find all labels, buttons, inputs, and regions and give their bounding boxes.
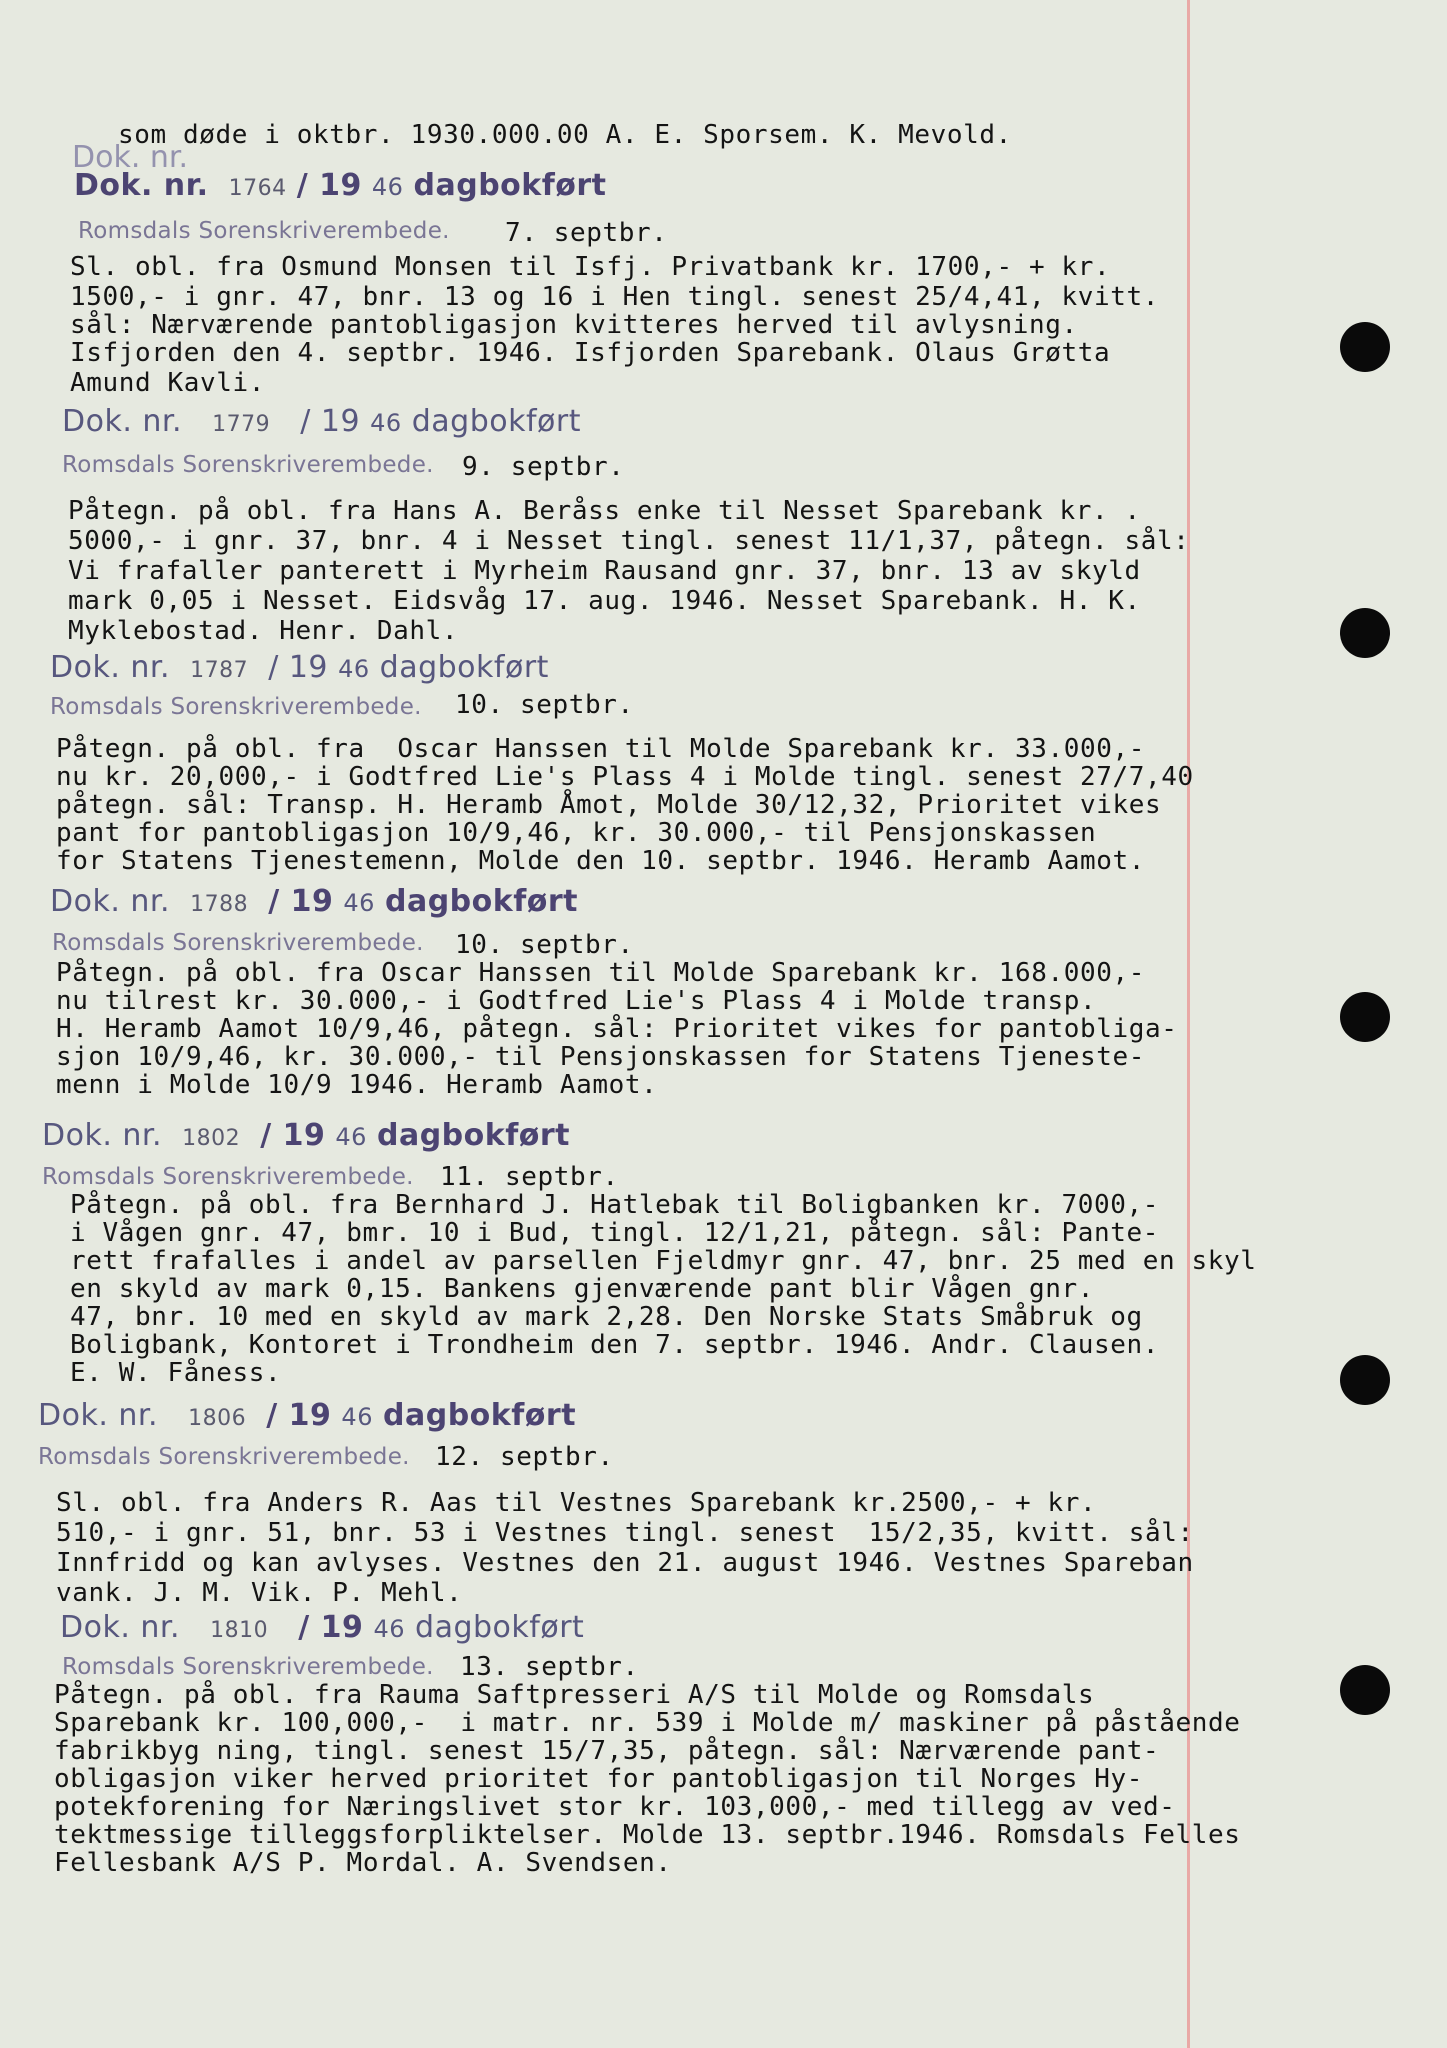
punch-hole bbox=[1340, 1355, 1390, 1405]
entry-line: sjon 10/9,46, kr. 30.000,- til Pensjonskassen for Statens Tjeneste- bbox=[56, 1042, 1145, 1072]
entry-line: Påtegn. på obl. fra Bernhard J. Hatlebak til Boligbanken kr. 7000,- bbox=[70, 1190, 1159, 1220]
doc-number: 1788 bbox=[190, 892, 249, 917]
entry-line: Vi frafaller panterett i Myrheim Rausand gnr. 37, bnr. 13 av skyld bbox=[68, 556, 1141, 586]
punch-hole bbox=[1340, 322, 1390, 372]
doc-stamp bbox=[42, 1118, 570, 1153]
doc-label: Dok. nr. bbox=[50, 650, 171, 685]
doc-number: 1787 bbox=[190, 658, 249, 683]
doc-number: 1810 bbox=[210, 1618, 269, 1643]
doc-label: Dok. nr. bbox=[50, 884, 171, 919]
entry-line: for Statens Tjenestemenn, Molde den 10. septbr. 1946. Heramb Aamot. bbox=[56, 846, 1145, 876]
entry-line: Påtegn. på obl. fra Rauma Saftpresseri A/S til Molde og Romsdals bbox=[54, 1680, 1095, 1710]
entry-date: 12. septbr. bbox=[435, 1442, 614, 1472]
doc-label: Dok. nr. bbox=[38, 1398, 159, 1433]
entry-line: Myklebostad. Henr. Dahl. bbox=[68, 616, 459, 646]
doc-number: 1779 bbox=[212, 412, 271, 437]
entry-line: Amund Kavli. bbox=[70, 368, 266, 398]
entry-line: Isfjorden den 4. septbr. 1946. Isfjorden Sparebank. Olaus Grøtta bbox=[70, 338, 1111, 368]
punch-hole bbox=[1340, 608, 1390, 658]
office-stamp: Romsdals Sorenskriverembede. bbox=[52, 930, 424, 956]
entry-line: Fellesbank A/S P. Mordal. A. Svendsen. bbox=[54, 1848, 672, 1878]
doc-label: Dok. nr. bbox=[74, 168, 209, 203]
entry-line: Innfridd og kan avlyses. Vestnes den 21. august 1946. Vestnes Spareban bbox=[56, 1548, 1194, 1578]
doc-label: Dok. nr. bbox=[62, 404, 183, 439]
doc-number: 1802 bbox=[182, 1126, 241, 1151]
entry-line: i Vågen gnr. 47, bmr. 10 i Bud, tingl. 12/1,21, påtegn. sål: Pante- bbox=[70, 1218, 1159, 1248]
entry-line: Sl. obl. fra Anders R. Aas til Vestnes Sparebank kr.2500,- + kr. bbox=[56, 1488, 1097, 1518]
punch-hole bbox=[1340, 992, 1390, 1042]
year-prefix: / 19 bbox=[260, 1118, 326, 1153]
dagbok-label: dagbokført bbox=[383, 1398, 577, 1433]
entry-line: tektmessige tilleggsforpliktelser. Molde 13. septbr.1946. Romsdals Felles bbox=[54, 1820, 1241, 1850]
dagbok-label: dagbokført bbox=[413, 168, 607, 203]
entry-date: 7. septbr. bbox=[505, 218, 668, 248]
ghost-stamp-text: Dok. nr. bbox=[72, 140, 189, 175]
entry-line: fabrikbyg ning, tingl. senest 15/7,35, påtegn. sål: Nærværende pant- bbox=[54, 1736, 1160, 1766]
entry-line: Påtegn. på obl. fra Oscar Hanssen til Molde Sparebank kr. 168.000,- bbox=[56, 958, 1145, 988]
year-prefix: / 19 bbox=[298, 1610, 364, 1645]
punch-hole bbox=[1340, 1665, 1390, 1715]
year-prefix: / 19 bbox=[268, 650, 329, 685]
entry-date: 9. septbr. bbox=[462, 452, 625, 482]
doc-year: 46 bbox=[371, 173, 404, 201]
doc-year: 46 bbox=[341, 1403, 373, 1431]
entry-line: rett frafalles i andel av parsellen Fjeldmyr gnr. 47, bnr. 25 med en skyl bbox=[70, 1246, 1257, 1276]
entry-line: nu tilrest kr. 30.000,- i Godtfred Lie's Plass 4 i Molde transp. bbox=[56, 986, 1097, 1016]
entry-line: 510,- i gnr. 51, bnr. 53 i Vestnes tingl. senest 15/2,35, kvitt. sål: bbox=[56, 1518, 1194, 1548]
entry-line: E. W. Fåness. bbox=[70, 1358, 282, 1388]
entry-line: mark 0,05 i Nesset. Eidsvåg 17. aug. 1946. Nesset Sparebank. H. K. bbox=[68, 586, 1141, 616]
entry-line: obligasjon viker herved prioritet for pantobligasjon til Norges Hy- bbox=[54, 1764, 1143, 1794]
entry-line: Påtegn. på obl. fra Hans A. Beråss enke til Nesset Sparebank kr. . bbox=[68, 496, 1141, 526]
entry-line: nu kr. 20,000,- i Godtfred Lie's Plass 4 i Molde tingl. senest 27/7,40 bbox=[56, 762, 1194, 792]
office-stamp: Romsdals Sorenskriverembede. bbox=[50, 694, 422, 720]
doc-stamp bbox=[74, 168, 607, 203]
dagbok-label: dagbokført bbox=[415, 1610, 585, 1645]
entry-date: 11. septbr. bbox=[440, 1162, 619, 1192]
office-stamp: Romsdals Sorenskriverembede. bbox=[42, 1164, 414, 1190]
entry-line: menn i Molde 10/9 1946. Heramb Aamot. bbox=[56, 1070, 658, 1100]
dagbok-label: dagbokført bbox=[379, 650, 549, 685]
entry-date: 10. septbr. bbox=[455, 930, 634, 960]
dagbok-label: dagbokført bbox=[411, 404, 581, 439]
office-stamp: Romsdals Sorenskriverembede. bbox=[62, 452, 434, 478]
entry-line: en skyld av mark 0,15. Bankens gjenværende pant blir Vågen gnr. bbox=[70, 1274, 1094, 1304]
year-prefix: / 19 bbox=[296, 168, 362, 203]
doc-year: 46 bbox=[370, 409, 402, 437]
entry-date: 13. septbr. bbox=[460, 1652, 639, 1682]
doc-stamp bbox=[38, 1398, 576, 1433]
entry-line: vank. J. M. Vik. P. Mehl. bbox=[56, 1578, 463, 1608]
office-stamp: Romsdals Sorenskriverembede. bbox=[78, 218, 450, 244]
doc-stamp bbox=[62, 404, 581, 439]
entry-line: Påtegn. på obl. fra Oscar Hanssen til Molde Sparebank kr. 33.000,- bbox=[56, 734, 1145, 764]
dagbok-label: dagbokført bbox=[384, 884, 579, 919]
header-line: som døde i oktbr. 1930.000.00 A. E. Sporsem. K. Mevold. bbox=[118, 120, 1012, 150]
entry-line: pant for pantobligasjon 10/9,46, kr. 30.000,- til Pensjonskassen bbox=[56, 818, 1097, 848]
doc-label: Dok. nr. bbox=[60, 1610, 181, 1645]
office-stamp: Romsdals Sorenskriverembede. bbox=[62, 1654, 434, 1680]
entry-line: Boligbank, Kontoret i Trondheim den 7. septbr. 1946. Andr. Clausen. bbox=[70, 1330, 1159, 1360]
doc-stamp bbox=[50, 650, 549, 685]
doc-year: 46 bbox=[343, 889, 375, 917]
doc-year: 46 bbox=[338, 655, 370, 683]
doc-stamp bbox=[60, 1610, 584, 1645]
margin-line bbox=[1187, 0, 1190, 2048]
doc-year: 46 bbox=[335, 1123, 367, 1151]
entry-line: Sl. obl. fra Osmund Monsen til Isfj. Privatbank kr. 1700,- + kr. bbox=[70, 252, 1111, 282]
entry-line: 47, bnr. 10 med en skyld av mark 2,28. Den Norske Stats Småbruk og bbox=[70, 1302, 1143, 1332]
doc-stamp bbox=[50, 884, 578, 919]
year-prefix: / 19 bbox=[268, 884, 334, 919]
office-stamp: Romsdals Sorenskriverembede. bbox=[38, 1444, 410, 1470]
entry-line: H. Heramb Aamot 10/9,46, påtegn. sål: Prioritet vikes for pantobliga- bbox=[56, 1014, 1178, 1044]
entry-line: sål: Nærværende pantobligasjon kvitteres herved til avlysning. bbox=[70, 310, 1078, 340]
entry-line: Sparebank kr. 100,000,- i matr. nr. 539 i Molde m/ maskiner på påstående bbox=[54, 1708, 1241, 1738]
entry-line: potekforening for Næringslivet stor kr. 103,000,- med tillegg av ved- bbox=[54, 1792, 1176, 1822]
doc-number: 1764 bbox=[228, 176, 287, 201]
year-prefix: / 19 bbox=[266, 1398, 332, 1433]
dagbok-label: dagbokført bbox=[376, 1118, 571, 1153]
year-prefix: / 19 bbox=[300, 404, 361, 439]
entry-line: 1500,- i gnr. 47, bnr. 13 og 16 i Hen tingl. senest 25/4,41, kvitt. bbox=[70, 282, 1159, 312]
entry-line: 5000,- i gnr. 37, bnr. 4 i Nesset tingl. senest 11/1,37, påtegn. sål: bbox=[68, 526, 1190, 556]
doc-label: Dok. nr. bbox=[42, 1118, 163, 1153]
entry-date: 10. septbr. bbox=[455, 690, 634, 720]
entry-line: påtegn. sål: Transp. H. Heramb Åmot, Molde 30/12,32, Prioritet vikes bbox=[56, 790, 1162, 820]
doc-year: 46 bbox=[373, 1615, 405, 1643]
doc-number: 1806 bbox=[188, 1406, 247, 1431]
